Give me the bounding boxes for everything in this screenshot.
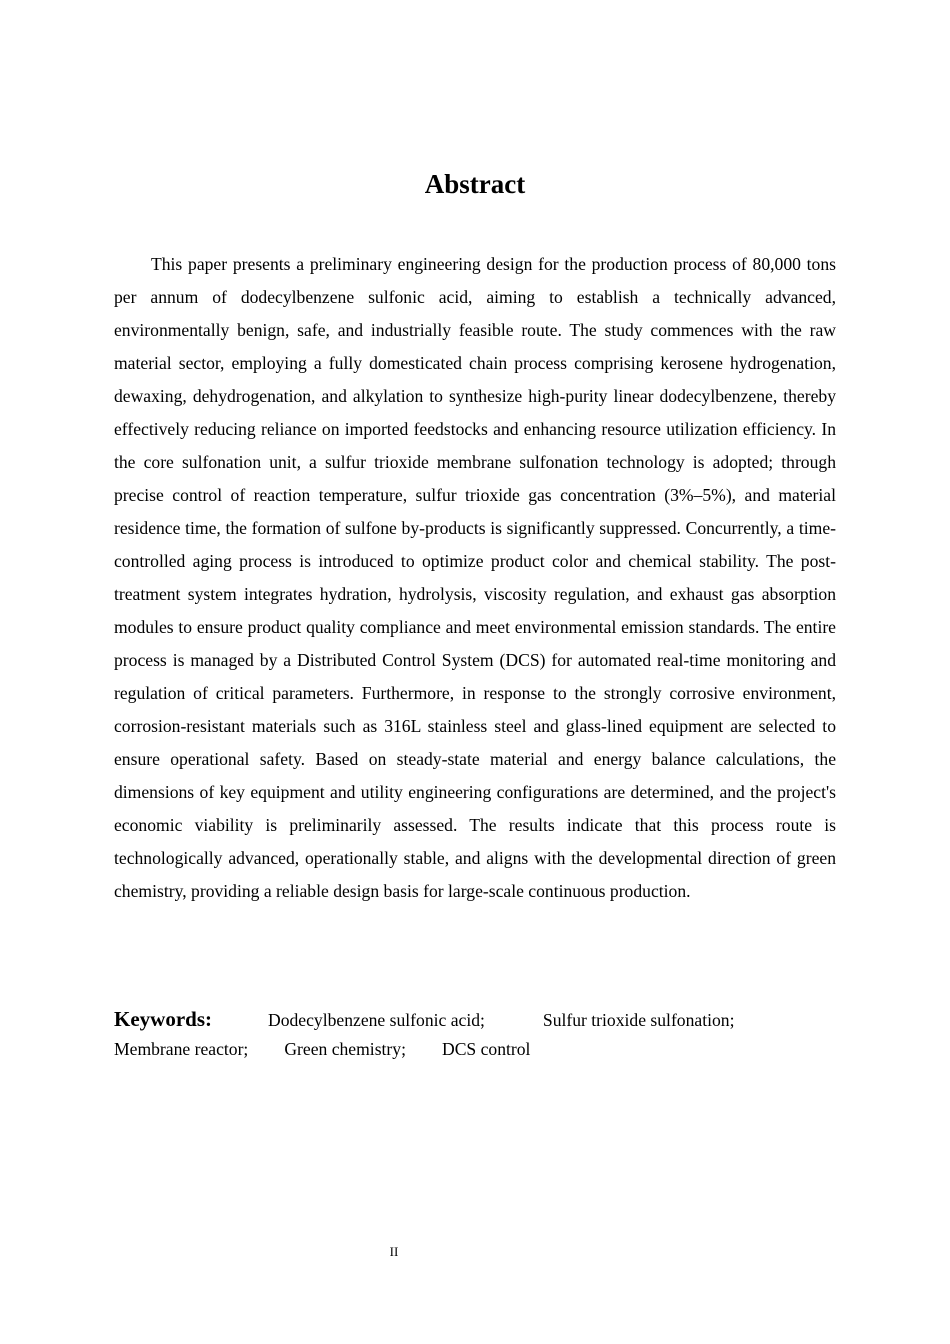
keyword-item: Membrane reactor; <box>114 1039 249 1059</box>
keyword-item: DCS control <box>441 1039 531 1059</box>
keywords-section <box>114 1005 836 1064</box>
keyword-item: Dodecylbenzene sulfonic acid; <box>268 1010 485 1030</box>
keyword-item: Sulfur trioxide sulfonation; <box>542 1010 735 1030</box>
keywords-label: Keywords: <box>114 1007 212 1031</box>
abstract-title: Abstract <box>424 169 526 199</box>
keyword-item: Green chemistry; <box>284 1039 406 1059</box>
page-number: II <box>389 1244 399 1259</box>
abstract-body-paragraph: This paper presents a preliminary engineering design for the production process of 80,000 tons per annum of dodecylbenzene sulfonic acid, aiming to establish a technically advanced, environmentally benign, safe, and industrially feasible route. The study commences with the raw material sector, employing a fully domesticated chain process comprising kerosene hydrogenation, dewaxing, dehydrogenation, and alkylation to synthesize high-purity linear dodecylbenzene, thereby effectively reducing reliance on imported feedstocks and enhancing resource utilization efficiency. In the core sulfonation unit, a sulfur trioxide membrane sulfonation technology is adopted; through precise control of reaction temperature, sulfur trioxide gas concentration (3%–5%), and material residence time, the formation of sulfone by-products is significantly suppressed. Concurrently, a time-controlled aging process is introduced to optimize product color and chemical stability. The post-treatment system integrates hydration, hydrolysis, viscosity regulation, and exhaust gas absorption modules to ensure product quality compliance and meet environmental emission standards. The entire process is managed by a Distributed Control System (DCS) for automated real-time monitoring and regulation of critical parameters. Furthermore, in response to the strongly corrosive environment, corrosion-resistant materials such as 316L stainless steel and glass-lined equipment are selected to ensure operational safety. Based on steady-state material and energy balance calculations, the dimensions of key equipment and utility engineering configurations are determined, and the project's economic viability is preliminarily assessed. The results indicate that this process route is technologically advanced, operationally stable, and aligns with the developmental direction of green chemistry, providing a reliable design basis for large-scale continuous production. <box>114 254 836 901</box>
